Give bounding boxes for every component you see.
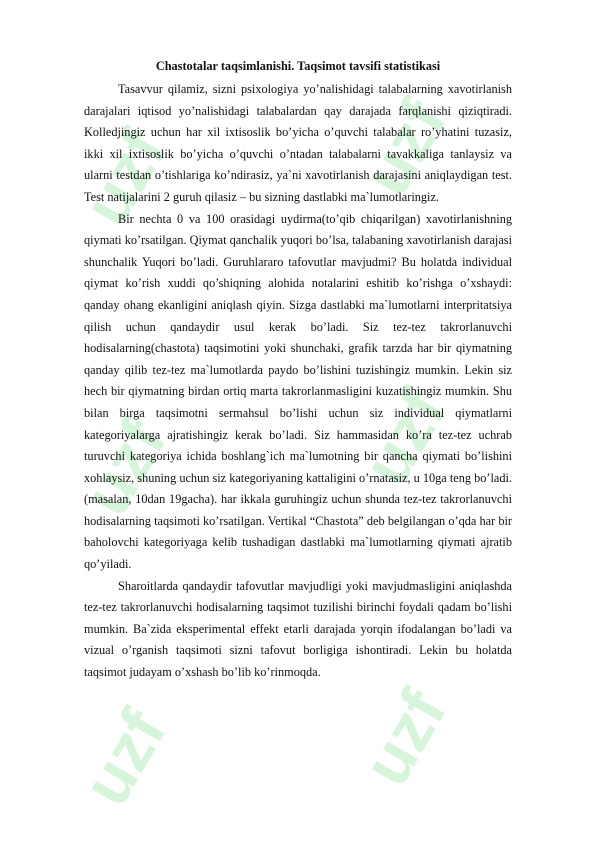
watermark-mark: uzf: [348, 677, 460, 797]
watermark-mark: uzf: [348, 87, 460, 207]
paragraph-conclusion: Sharoitlarda qandaydir tafovutlar mavjudligi yoki mavjudmasligini aniqlashda tez-tez takrorlanuvchi hodisalarning taqsimot tuzilishi birinchi foydali qadam bo’lishi mumkin. Ba`zida eksperimental effekt etarli darajada yorqin ifodalangan bo’ladi va vizual o’rganish taqsimoti sizni tafovut borligiga ishontiradi. Lekin bu holatda taqsimot judayam o’xshash bo’lib ko’rinmoqda.: [84, 578, 512, 680]
watermark-mark: uzf: [348, 377, 460, 497]
watermark-mark: uzf: [68, 697, 180, 817]
paragraph-intro: Tasavvur qilamiz, sizni psixologiya yo’nalishidagi talabalarning xavotirlanish darajalari iqtisod yo’nalishidagi talabalardan qay darajada farqlanishi qiziqtiradi. Kolledjingiz uchun har xil ixtisoslik bo’yicha o’quvchi talabalar ro’yhatini tuzasiz, ikki xil ixtisoslik bo’yicha o’quvchi o’ntadan talabalarni tavakkaliga tanlaysiz va ularni testdan o’tishlariga ko’ndirasiz, ya`ni xavotirlanish darajasini aniqlaydigan test. Test natijalarini 2 guruh qilasiz – bu sizning dastlabki ma`lumotlaringiz.: [84, 82, 512, 204]
document-page: [84, 57, 512, 684]
document-title: Chastotalar taqsimlanishi. Taqsimot tavsifi statistikasi: [155, 59, 441, 73]
watermark-mark: uzf: [68, 117, 180, 237]
paragraph-frequency: Bir nechta 0 va 100 orasidagi uydirma(to’qib chiqarilgan) xavotirlanishning qiymati ko’rsatilgan. Qiymat qanchalik yuqori bo’lsa, talabaning xavotirlanish darajasi shunchalik Yuqori bo’ladi. Guruhlararo tafovutlar mavjudmi? Bu holatda individual qiymat ko’rish xuddi qo’shiqning alohida notalarini eshitib ko’rishga o’xshaydi: qanday ohang ekanligini aniqlash qiyin. Sizga dastlabki ma`lumotlarni interpritatsiya qilish uchun qandaydir usul kerak bo’ladi. Siz tez-tez takrorlanuvchi hodisalarning(chastota) taqsimotini yoki shunchaki, grafik tarzda har bir qiymatning qanday qilib tez-tez ma`lumotlarda paydo bo’lishini tuzishingiz mumkin. Lekin siz hech bir qiymatning birdan ortiq marta takrorlanmasligini kuzatishingiz mumkin. Shu bilan birga taqsimotni sermahsul bo’lishi uchun siz individual qiymatlarni kategoriyalarga ajratishingiz kerak bo’ladi. Siz hammasidan ko’ra tez-tez uchrab turuvchi kategoriya ichida boshlang`ich ma`lumotning bir qancha qiymati bo’lishini xohlaysiz, shuning uchun siz kategoriyaning kattaligini o’rnatasiz, u 10ga teng bo’ladi. (masalan, 10dan 19gacha). har ikkala guruhingiz uchun shunda tez-tez takrorlanuvchi hodisalarning taqsimoti ko’rsatilgan. Vertikal “Chastota” deb belgilangan o’qda har bir baholovchi kategoriyaga kelib tushadigan dastlabki ma`lumotlarning qiymati ajratib qo’yiladi.: [84, 211, 512, 572]
watermark-mark: uzf: [68, 407, 180, 527]
